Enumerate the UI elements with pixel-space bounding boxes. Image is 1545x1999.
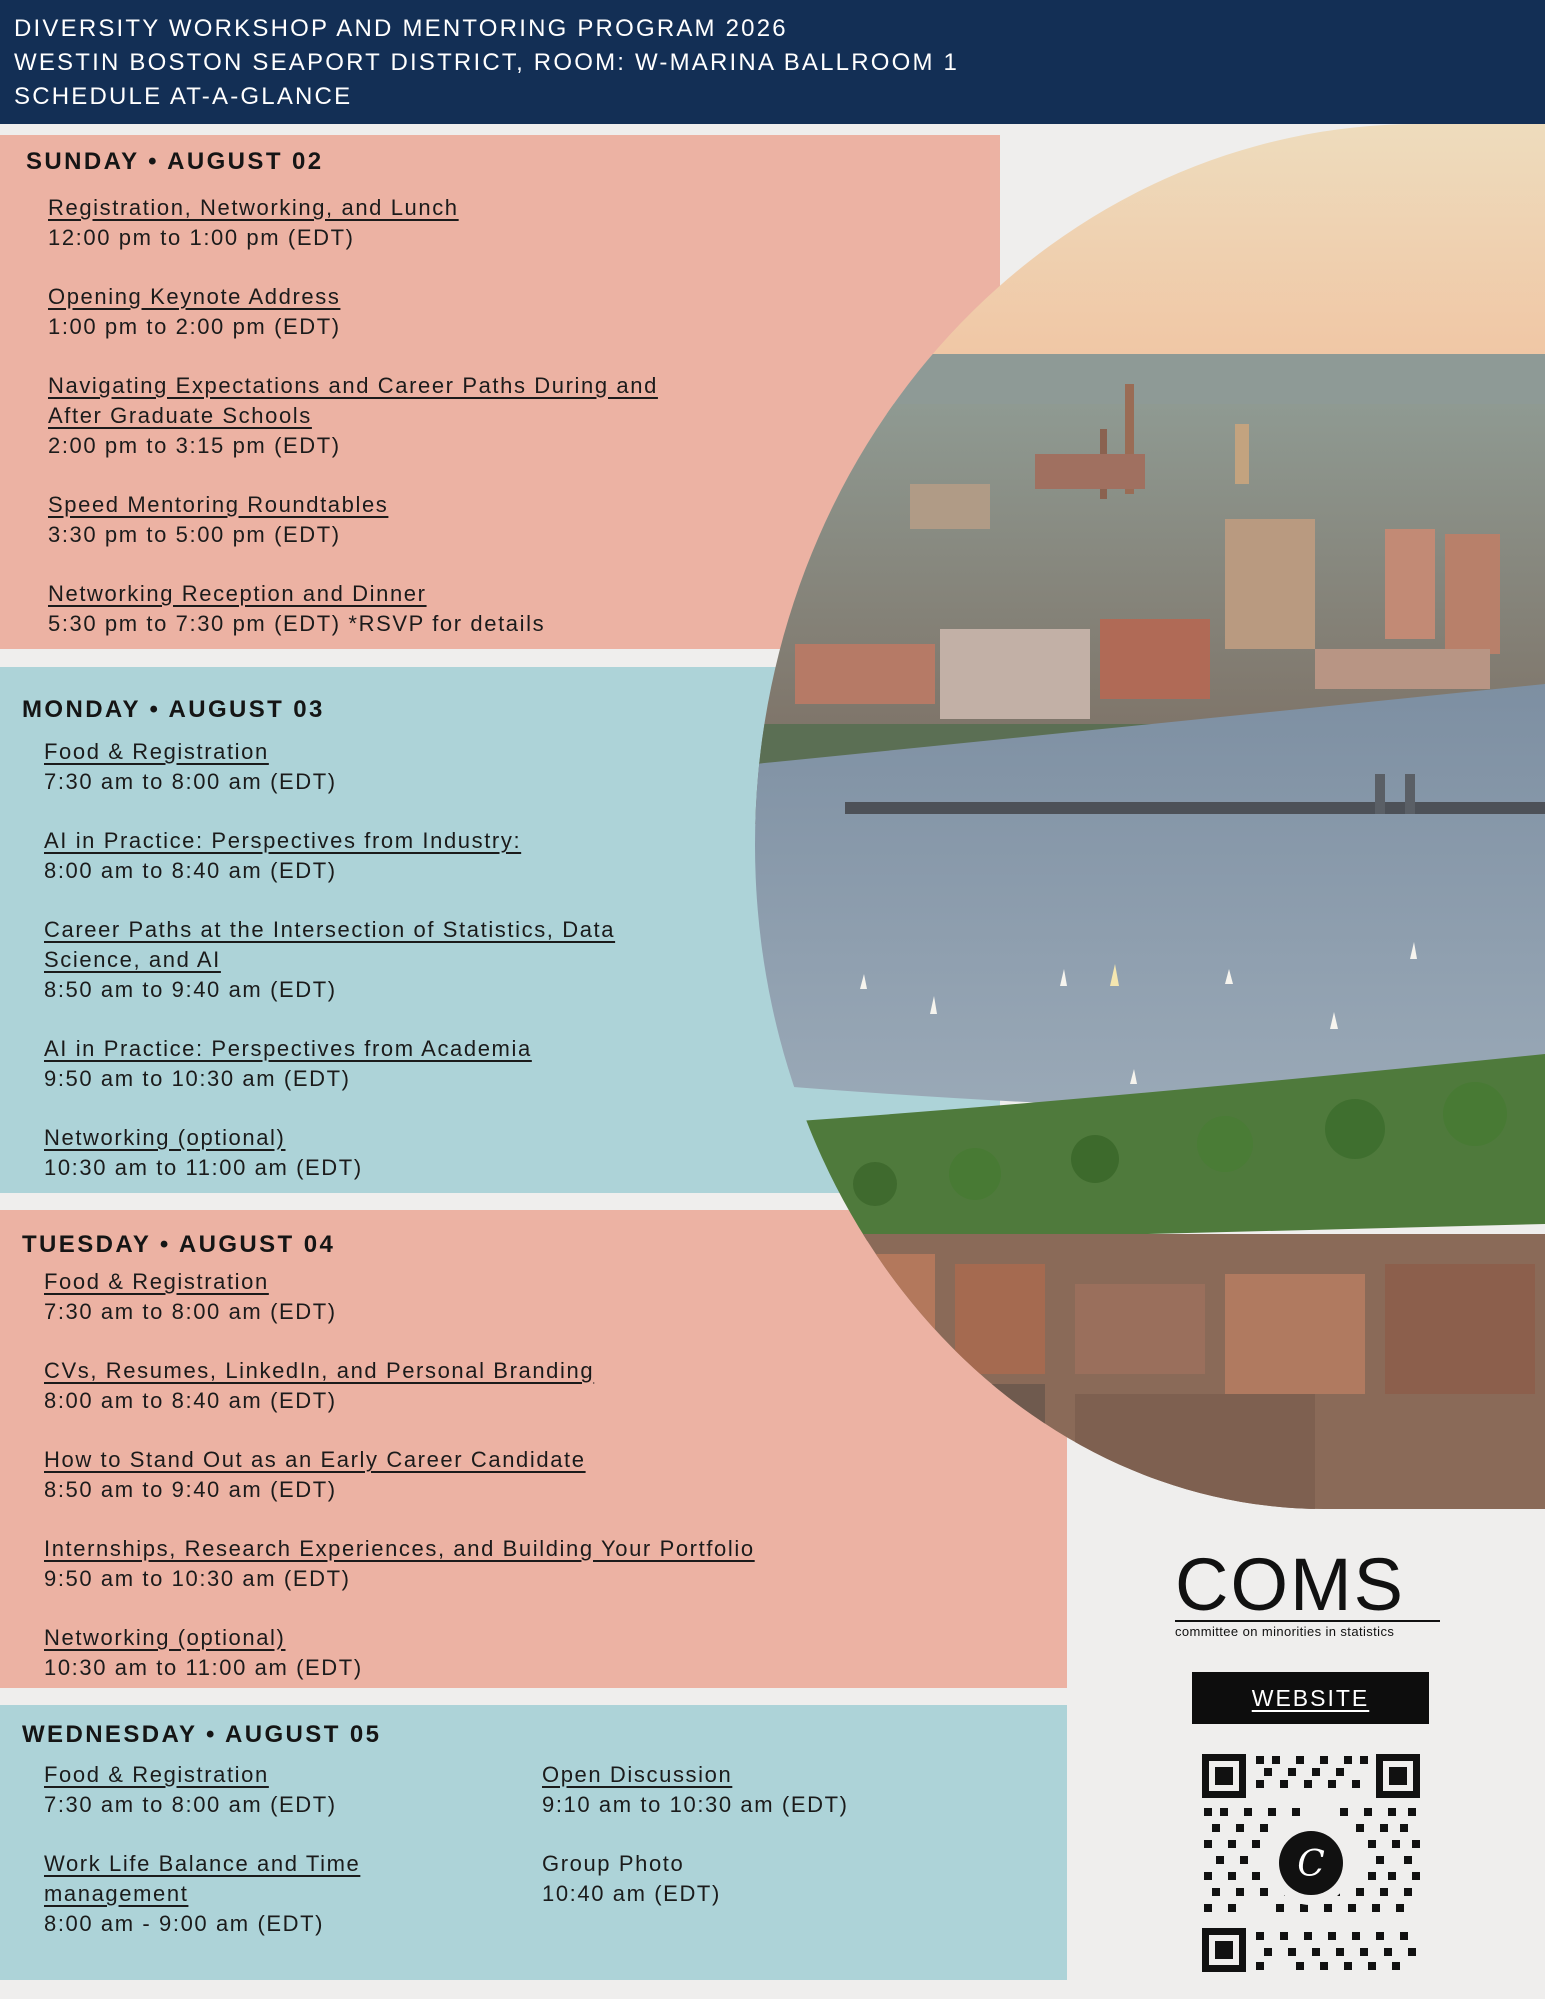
page-header: [0, 0, 1545, 124]
tuesday-session-3: [44, 1445, 586, 1505]
session-time: 8:50 am to 9:40 am (EDT): [44, 1477, 337, 1502]
session-title[interactable]: Open Discussion: [542, 1762, 733, 1787]
session-time: 8:50 am to 9:40 am (EDT): [44, 977, 337, 1002]
header-title: DIVERSITY WORKSHOP AND MENTORING PROGRAM 2026: [14, 15, 788, 42]
wednesday-day-title: WEDNESDAY • AUGUST 05: [22, 1721, 382, 1748]
header-subtitle: SCHEDULE AT-A-GLANCE: [14, 83, 353, 110]
session-title[interactable]: Opening Keynote Address: [48, 284, 341, 309]
session-time: 7:30 am to 8:00 am (EDT): [44, 769, 337, 794]
session-title[interactable]: Food & Registration: [44, 739, 269, 764]
session-time: 1:00 pm to 2:00 pm (EDT): [48, 314, 341, 339]
session-time: 7:30 am to 8:00 am (EDT): [44, 1299, 337, 1324]
session-title[interactable]: How to Stand Out as an Early Career Candidate: [44, 1447, 586, 1472]
sunday-day-title: SUNDAY • AUGUST 02: [26, 148, 324, 175]
session-time: 3:30 pm to 5:00 pm (EDT): [48, 522, 341, 547]
svg-text:C: C: [1297, 1844, 1325, 1885]
qr-code-icon[interactable]: [1200, 1752, 1422, 1974]
session-time: 10:40 am (EDT): [542, 1881, 721, 1906]
session-time: 7:30 am to 8:00 am (EDT): [44, 1792, 337, 1817]
sunday-session-3: [48, 371, 658, 461]
session-title-cont[interactable]: management: [44, 1881, 189, 1906]
session-title[interactable]: Networking (optional): [44, 1125, 286, 1150]
coms-logo: [1175, 1543, 1440, 1639]
session-time: 12:00 pm to 1:00 pm (EDT): [48, 225, 355, 250]
session-title[interactable]: Speed Mentoring Roundtables: [48, 492, 389, 517]
monday-day-title: MONDAY • AUGUST 03: [22, 696, 325, 723]
session-title[interactable]: Work Life Balance and Time: [44, 1851, 361, 1876]
session-title[interactable]: AI in Practice: Perspectives from Academia: [44, 1036, 532, 1061]
session-title-cont[interactable]: Science, and AI: [44, 947, 221, 972]
tuesday-session-5: [44, 1623, 363, 1683]
wednesday-session-1: [44, 1760, 337, 1820]
session-title[interactable]: Internships, Research Experiences, and Building Your Portfolio: [44, 1536, 755, 1561]
monday-session-2: [44, 826, 521, 886]
session-title[interactable]: Registration, Networking, and Lunch: [48, 195, 459, 220]
session-time: 10:30 am to 11:00 am (EDT): [44, 1655, 363, 1680]
wednesday-session-3: [542, 1760, 849, 1820]
monday-session-3: [44, 915, 615, 1005]
monday-session-5: [44, 1123, 363, 1183]
wednesday-session-2: [44, 1849, 360, 1939]
header-venue: WESTIN BOSTON SEAPORT DISTRICT, ROOM: W-MARINA BALLROOM 1: [14, 49, 960, 76]
tuesday-session-2: [44, 1356, 594, 1416]
session-title[interactable]: AI in Practice: Perspectives from Industry:: [44, 828, 522, 853]
session-time: 9:10 am to 10:30 am (EDT): [542, 1792, 849, 1817]
tuesday-session-4: [44, 1534, 755, 1594]
session-title[interactable]: CVs, Resumes, LinkedIn, and Personal Branding: [44, 1358, 595, 1383]
sunday-session-4: [48, 490, 388, 550]
sunday-session-2: [48, 282, 341, 342]
session-time: 8:00 am - 9:00 am (EDT): [44, 1911, 325, 1936]
session-time: 10:30 am to 11:00 am (EDT): [44, 1155, 363, 1180]
session-time: 2:00 pm to 3:15 pm (EDT): [48, 433, 341, 458]
website-button[interactable]: WEBSITE: [1192, 1672, 1429, 1724]
session-title[interactable]: Food & Registration: [44, 1762, 269, 1787]
session-title[interactable]: Networking Reception and Dinner: [48, 581, 427, 606]
session-time: 9:50 am to 10:30 am (EDT): [44, 1566, 351, 1591]
logo-tagline: committee on minorities in statistics: [1175, 1620, 1440, 1639]
session-time: 8:00 am to 8:40 am (EDT): [44, 858, 337, 883]
sunday-session-1: [48, 193, 459, 253]
logo-wordmark: COMS: [1175, 1543, 1405, 1626]
tuesday-day-title: TUESDAY • AUGUST 04: [22, 1231, 336, 1258]
wednesday-session-4: [542, 1849, 721, 1909]
session-title[interactable]: Food & Registration: [44, 1269, 269, 1294]
monday-session-1: [44, 737, 337, 797]
monday-session-4: [44, 1034, 532, 1094]
session-title: Group Photo: [542, 1851, 685, 1876]
session-time: 9:50 am to 10:30 am (EDT): [44, 1066, 351, 1091]
session-title[interactable]: Navigating Expectations and Career Paths During and: [48, 373, 658, 398]
session-title-cont[interactable]: After Graduate Schools: [48, 403, 312, 428]
session-time: 5:30 pm to 7:30 pm (EDT) *RSVP for details: [48, 611, 546, 636]
sunday-session-5: [48, 579, 545, 639]
tuesday-session-1: [44, 1267, 337, 1327]
session-time: 8:00 am to 8:40 am (EDT): [44, 1388, 337, 1413]
session-title[interactable]: Career Paths at the Intersection of Statistics, Data: [44, 917, 616, 942]
session-title[interactable]: Networking (optional): [44, 1625, 286, 1650]
